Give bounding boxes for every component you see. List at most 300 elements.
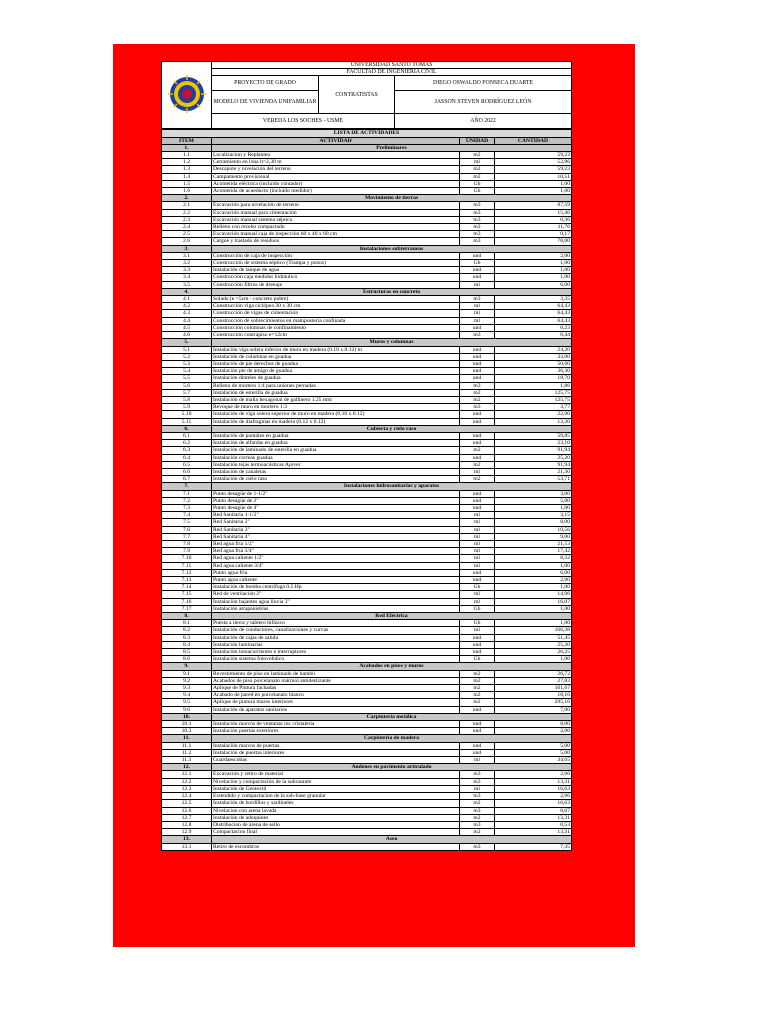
unit: m3	[460, 224, 495, 231]
table-row	[162, 699, 572, 706]
quantity: 125,75	[495, 389, 572, 396]
activity-description: Red agua fría 1/2"	[212, 540, 460, 547]
table-row	[162, 224, 572, 231]
unit: und	[460, 497, 495, 504]
activity-description: Excavación y retiro de material	[212, 771, 460, 778]
activity-description: Distribucion de arena de sello	[212, 821, 460, 828]
item-number: 2.3	[162, 216, 212, 223]
unit: Gb	[460, 620, 495, 627]
quantity: 8,32	[495, 555, 572, 562]
contractors-label: CONTRATISTAS	[319, 76, 395, 114]
unit: m3	[460, 202, 495, 209]
quantity: 91,94	[495, 447, 572, 454]
activity-description: Cerramiento en lona h=2,30 m	[212, 159, 460, 166]
item-number: 12.9	[162, 829, 212, 836]
project-year: AÑO 2022	[395, 114, 572, 129]
item-number: 1.4	[162, 173, 212, 180]
quantity: 1,00	[495, 180, 572, 187]
section-title: Muros y columnas	[212, 339, 572, 346]
item-number: 6.1	[162, 432, 212, 439]
item-number: 7.11	[162, 562, 212, 569]
quantity: 1,86	[495, 382, 572, 389]
table-row	[162, 533, 572, 540]
item-number: 12.3	[162, 785, 212, 792]
activity-description: Campamento provisional	[212, 173, 460, 180]
section-title: Preliminares	[212, 144, 572, 151]
quantity: 91,94	[495, 461, 572, 468]
quantity: 17,42	[495, 548, 572, 555]
item-number: 10.2	[162, 728, 212, 735]
activity-description: Instalación correas guadua	[212, 454, 460, 461]
unit: ml	[460, 598, 495, 605]
table-row	[162, 389, 572, 396]
activity-description: Compactacion final	[212, 829, 460, 836]
item-number: 12.7	[162, 814, 212, 821]
quantity: 21,53	[495, 540, 572, 547]
unit: ml	[460, 512, 495, 519]
table-row	[162, 324, 572, 331]
unit: Gb	[460, 656, 495, 663]
unit: ml	[460, 310, 495, 317]
unit: ml	[460, 757, 495, 764]
item-number: 7.8	[162, 540, 212, 547]
activity-description: Solado (e =5cm - concreto pobre)	[212, 296, 460, 303]
quantity: 10,56	[495, 526, 572, 533]
item-number: 12.6	[162, 807, 212, 814]
table-row	[162, 821, 572, 828]
section-number: 8.	[162, 613, 212, 620]
table-row	[162, 620, 572, 627]
activity-description: Instalación dinteles de guadua	[212, 375, 460, 382]
item-number: 12.2	[162, 778, 212, 785]
quantity: 13,31	[495, 814, 572, 821]
item-number: 12.5	[162, 800, 212, 807]
activity-description: Instalación atrapanieblas	[212, 605, 460, 612]
unit: und	[460, 634, 495, 641]
activity-description: Instalación de viga solera superior de muro en madera (0.10 x 0.12)	[212, 411, 460, 418]
table-row	[162, 598, 572, 605]
project-location: VEREDA LOS SOCHES - USME	[212, 114, 395, 129]
activity-description: Red agua caliente 3/4"	[212, 562, 460, 569]
unit: und	[460, 577, 495, 584]
table-row	[162, 396, 572, 403]
quantity: 16,07	[495, 598, 572, 605]
activity-description: Instalación viga solera inferior de muro en madera (0.10 x 0.12) m	[212, 346, 460, 353]
table-row	[162, 749, 572, 756]
table-row	[162, 432, 572, 439]
unit: m2	[460, 692, 495, 699]
activity-description: Retiro de escombros	[212, 843, 460, 850]
activity-description: Punto agua caliente	[212, 577, 460, 584]
contractor-1: DIEGO OSWALDO FONSECA DUARTE	[395, 76, 572, 91]
activity-description: Instalación sistema fotovoltáico	[212, 656, 460, 663]
item-number: 11.2	[162, 749, 212, 756]
unit: und	[460, 454, 495, 461]
section-title: Instalaciones hidrosanitarias y aparatos	[212, 483, 572, 490]
unit: m3	[460, 793, 495, 800]
table-row	[162, 454, 572, 461]
unit: ml	[460, 526, 495, 533]
section-header	[162, 195, 572, 202]
quantity: 64,43	[495, 303, 572, 310]
unit: und	[460, 749, 495, 756]
activity-description: Instalación de esterilla de guadua	[212, 389, 460, 396]
table-row	[162, 303, 572, 310]
section-header	[162, 613, 572, 620]
item-number: 7.3	[162, 504, 212, 511]
table-row	[162, 173, 572, 180]
section-number: 13.	[162, 836, 212, 843]
item-number: 7.15	[162, 591, 212, 598]
section-title: Red Eléctrica	[212, 613, 572, 620]
table-row	[162, 310, 572, 317]
table-row	[162, 317, 572, 324]
table-row	[162, 260, 572, 267]
table-row	[162, 418, 572, 425]
section-title: Carpintería metálica	[212, 713, 572, 720]
activity-description: Construcción viga ciclópea 30 x 30 cm	[212, 303, 460, 310]
table-row	[162, 685, 572, 692]
item-number: 6.3	[162, 447, 212, 454]
table-row	[162, 447, 572, 454]
item-number: 4.3	[162, 310, 212, 317]
item-number: 10.1	[162, 721, 212, 728]
project-label: PROYECTO DE GRADO	[212, 76, 319, 91]
quantity: 64,43	[495, 317, 572, 324]
item-number: 5.2	[162, 353, 212, 360]
quantity: 0,67	[495, 807, 572, 814]
activity-description: Instalación de aparatos sanitarios	[212, 706, 460, 713]
quantity: 0,36	[495, 216, 572, 223]
unit: m2	[460, 396, 495, 403]
quantity: 2,00	[495, 728, 572, 735]
unit: ml	[460, 627, 495, 634]
activity-description: Relleno de mortero 1:4 para uniones pernadas	[212, 382, 460, 389]
quantity: 7,00	[495, 706, 572, 713]
unit: ml	[460, 540, 495, 547]
activity-description: Red Sanitaria 1-1/2"	[212, 512, 460, 519]
table-row	[162, 771, 572, 778]
item-number: 7.10	[162, 555, 212, 562]
item-number: 1.6	[162, 188, 212, 195]
item-number: 8.6	[162, 656, 212, 663]
activity-description: Revoque de muro en mortero 1:3	[212, 404, 460, 411]
item-number: 8.1	[162, 620, 212, 627]
activity-description: Instalación de puertas interiores	[212, 749, 460, 756]
table-row	[162, 238, 572, 245]
unit: m2	[460, 814, 495, 821]
activity-description: Punto desagüe de 4"	[212, 504, 460, 511]
table-row	[162, 497, 572, 504]
activity-description: Acabados de piso porcelanato mármol antideslizante	[212, 677, 460, 684]
item-number: 5.7	[162, 389, 212, 396]
unit: ml	[460, 548, 495, 555]
section-header	[162, 663, 572, 670]
activity-description: Puesta a tierra y tablero bifásico	[212, 620, 460, 627]
unit: m2	[460, 166, 495, 173]
quantity: 5,00	[495, 497, 572, 504]
unit: und	[460, 641, 495, 648]
quantity: 53,71	[495, 476, 572, 483]
item-number: 5.10	[162, 411, 212, 418]
unit: m3	[460, 771, 495, 778]
quantity: 6,00	[495, 569, 572, 576]
quantity: 59,23	[495, 152, 572, 159]
table-row	[162, 159, 572, 166]
table-row	[162, 569, 572, 576]
unit: ml	[460, 281, 495, 288]
table-row	[162, 375, 572, 382]
unit: ml	[460, 555, 495, 562]
item-number: 7.13	[162, 577, 212, 584]
table-row	[162, 656, 572, 663]
table-row	[162, 757, 572, 764]
quantity: 16,63	[495, 785, 572, 792]
item-number: 8.3	[162, 634, 212, 641]
activity-description: Revestimiento de piso en laminado de bambú	[212, 670, 460, 677]
quantity: 2,66	[495, 771, 572, 778]
section-number: 5.	[162, 339, 212, 346]
activity-description: Excavación para nivelación de terreno	[212, 202, 460, 209]
table-row	[162, 404, 572, 411]
quantity: 1,00	[495, 656, 572, 663]
unit: m2	[460, 829, 495, 836]
quantity: 15,46	[495, 209, 572, 216]
item-number: 4.4	[162, 317, 212, 324]
quantity: 36,30	[495, 368, 572, 375]
quantity: 87,59	[495, 202, 572, 209]
item-number: 5.8	[162, 396, 212, 403]
item-number: 6.7	[162, 476, 212, 483]
unit: m2	[460, 677, 495, 684]
project-name: MODELO DE VIVIENDA UNIFAMILIAR	[212, 91, 319, 114]
unit: m2	[460, 173, 495, 180]
activity-description: Instalación de cielo raso	[212, 476, 460, 483]
item-number: 7.2	[162, 497, 212, 504]
activity-description: Construcción caja medidor hidráulico	[212, 274, 460, 281]
activity-description: Construcción columnas de confinamiento	[212, 324, 460, 331]
unit: und	[460, 649, 495, 656]
table-row	[162, 346, 572, 353]
table-row	[162, 490, 572, 497]
quantity: 11,76	[495, 224, 572, 231]
unit: Gb	[460, 188, 495, 195]
quantity: 8,00	[495, 519, 572, 526]
activity-description: Acometida de acueducto (incluido medidor)	[212, 188, 460, 195]
quantity: 3,77	[495, 404, 572, 411]
activity-description: Instalación de pie derechos de guadua	[212, 360, 460, 367]
activity-description: Localizacion y Replanteo	[212, 152, 460, 159]
item-number: 2.2	[162, 209, 212, 216]
item-number: 7.7	[162, 533, 212, 540]
unit: m2	[460, 461, 495, 468]
column-header-item: ITEM	[162, 137, 212, 144]
activity-sheet	[161, 61, 571, 851]
table-row	[162, 461, 572, 468]
item-number: 7.1	[162, 490, 212, 497]
table-row	[162, 540, 572, 547]
section-number: 3.	[162, 245, 212, 252]
activities-table	[161, 129, 572, 850]
quantity: 1,00	[495, 260, 572, 267]
item-number: 8.5	[162, 649, 212, 656]
unit: ml	[460, 159, 495, 166]
unit: ml	[460, 591, 495, 598]
activity-description: Instalación de alfardas en guadua	[212, 440, 460, 447]
item-number: 4.1	[162, 296, 212, 303]
section-header	[162, 425, 572, 432]
activity-description: Nivelación y compactación de la subrasante	[212, 778, 460, 785]
quantity: 16,63	[495, 800, 572, 807]
quantity: 0,23	[495, 324, 572, 331]
table-row	[162, 332, 572, 339]
quantity: 33,00	[495, 353, 572, 360]
section-header	[162, 245, 572, 252]
unit: und	[460, 490, 495, 497]
quantity: 26,25	[495, 649, 572, 656]
unit: und	[460, 274, 495, 281]
section-number: 10.	[162, 713, 212, 720]
item-number: 1.1	[162, 152, 212, 159]
item-number: 6.5	[162, 461, 212, 468]
quantity: 1,00	[495, 267, 572, 274]
table-row	[162, 202, 572, 209]
item-number: 8.4	[162, 641, 212, 648]
quantity: 52,86	[495, 159, 572, 166]
section-number: 1.	[162, 144, 212, 151]
activity-description: Red Sanitaria 4"	[212, 533, 460, 540]
activity-description: Punto desagüe de 1-1/2"	[212, 490, 460, 497]
unit: ml	[460, 562, 495, 569]
quantity: 161,67	[495, 685, 572, 692]
unit: und	[460, 411, 495, 418]
activity-description: Punto agua fría	[212, 569, 460, 576]
table-row	[162, 634, 572, 641]
item-number: 4.2	[162, 303, 212, 310]
unit: Gb	[460, 605, 495, 612]
section-header	[162, 144, 572, 151]
table-row	[162, 793, 572, 800]
quantity: 59,23	[495, 166, 572, 173]
unit: und	[460, 721, 495, 728]
table-row	[162, 800, 572, 807]
activity-description: Red Sanitaria 2"	[212, 519, 460, 526]
section-header	[162, 713, 572, 720]
item-number: 5.6	[162, 382, 212, 389]
unit: und	[460, 360, 495, 367]
item-number: 1.3	[162, 166, 212, 173]
item-number: 4.6	[162, 332, 212, 339]
table-row	[162, 814, 572, 821]
unit: ml	[460, 533, 495, 540]
quantity: 6,44	[495, 332, 572, 339]
item-number: 5.3	[162, 360, 212, 367]
activity-description: Excavación manual caja de inspección 60 x 40 x 60 cm	[212, 231, 460, 238]
red-frame	[113, 44, 635, 947]
activity-description: Red de ventilación 2"	[212, 591, 460, 598]
unit: m3	[460, 332, 495, 339]
item-number: 9.6	[162, 706, 212, 713]
header-table	[161, 61, 572, 129]
unit: und	[460, 504, 495, 511]
quantity: 3,35	[495, 296, 572, 303]
table-row	[162, 519, 572, 526]
unit: und	[460, 569, 495, 576]
table-row	[162, 512, 572, 519]
activity-description: Nivelacion con arena lavada	[212, 807, 460, 814]
quantity: 27,83	[495, 677, 572, 684]
activity-description: Construcción de caja de inspección	[212, 252, 460, 259]
quantity: 2,00	[495, 252, 572, 259]
quantity: 8,00	[495, 721, 572, 728]
item-number: 2.6	[162, 238, 212, 245]
activity-description: Construcción de sistema séptico (Trampa y pozos)	[212, 260, 460, 267]
item-number: 9.3	[162, 685, 212, 692]
table-row	[162, 742, 572, 749]
item-number: 12.1	[162, 771, 212, 778]
item-number: 5.11	[162, 418, 212, 425]
table-row	[162, 584, 572, 591]
activity-description: Guardaescobas	[212, 757, 460, 764]
activity-description: Punto desagüe de 2"	[212, 497, 460, 504]
item-number: 5.5	[162, 375, 212, 382]
table-row	[162, 360, 572, 367]
table-row	[162, 785, 572, 792]
table-row	[162, 281, 572, 288]
table-row	[162, 778, 572, 785]
section-number: 6.	[162, 425, 212, 432]
activity-description: Descapote y nivelación del terreno	[212, 166, 460, 173]
unit: m2	[460, 670, 495, 677]
activity-description: Instalación de conductores, canalizaciones y curvas	[212, 627, 460, 634]
table-row	[162, 382, 572, 389]
activity-description: Instalación de bomba centrífuga 0.5 Hp	[212, 584, 460, 591]
item-number: 3.5	[162, 281, 212, 288]
item-number: 3.1	[162, 252, 212, 259]
unit: und	[460, 252, 495, 259]
quantity: 64,43	[495, 310, 572, 317]
activity-description: Red Sanitaria 3"	[212, 526, 460, 533]
section-number: 4.	[162, 288, 212, 295]
quantity: 21,30	[495, 468, 572, 475]
section-number: 9.	[162, 663, 212, 670]
section-number: 7.	[162, 483, 212, 490]
table-row	[162, 562, 572, 569]
activity-description: Construcción de vigas de cimentación	[212, 310, 460, 317]
activity-description: Instalación bajantes agua lluvia 3"	[212, 598, 460, 605]
item-number: 7.16	[162, 598, 212, 605]
column-header-quantity: CANTIDAD	[495, 137, 572, 144]
activity-description: Instalación luminarias	[212, 641, 460, 648]
item-number: 3.2	[162, 260, 212, 267]
quantity: 22,00	[495, 411, 572, 418]
quantity: 1,00	[495, 584, 572, 591]
table-row	[162, 152, 572, 159]
unit: ml	[460, 303, 495, 310]
table-row	[162, 411, 572, 418]
unit: und	[460, 368, 495, 375]
unit: und	[460, 706, 495, 713]
unit: m3	[460, 821, 495, 828]
table-row	[162, 180, 572, 187]
table-row	[162, 368, 572, 375]
activity-description: Aplique de pintura muros interiores	[212, 699, 460, 706]
section-title: Instalaciones subterraneas	[212, 245, 572, 252]
section-title: Cubierta y cielo raso	[212, 425, 572, 432]
activity-description: Excavación manual para cimentación	[212, 209, 460, 216]
column-header-activity: ACTIVIDAD	[212, 137, 460, 144]
unit: m3	[460, 296, 495, 303]
